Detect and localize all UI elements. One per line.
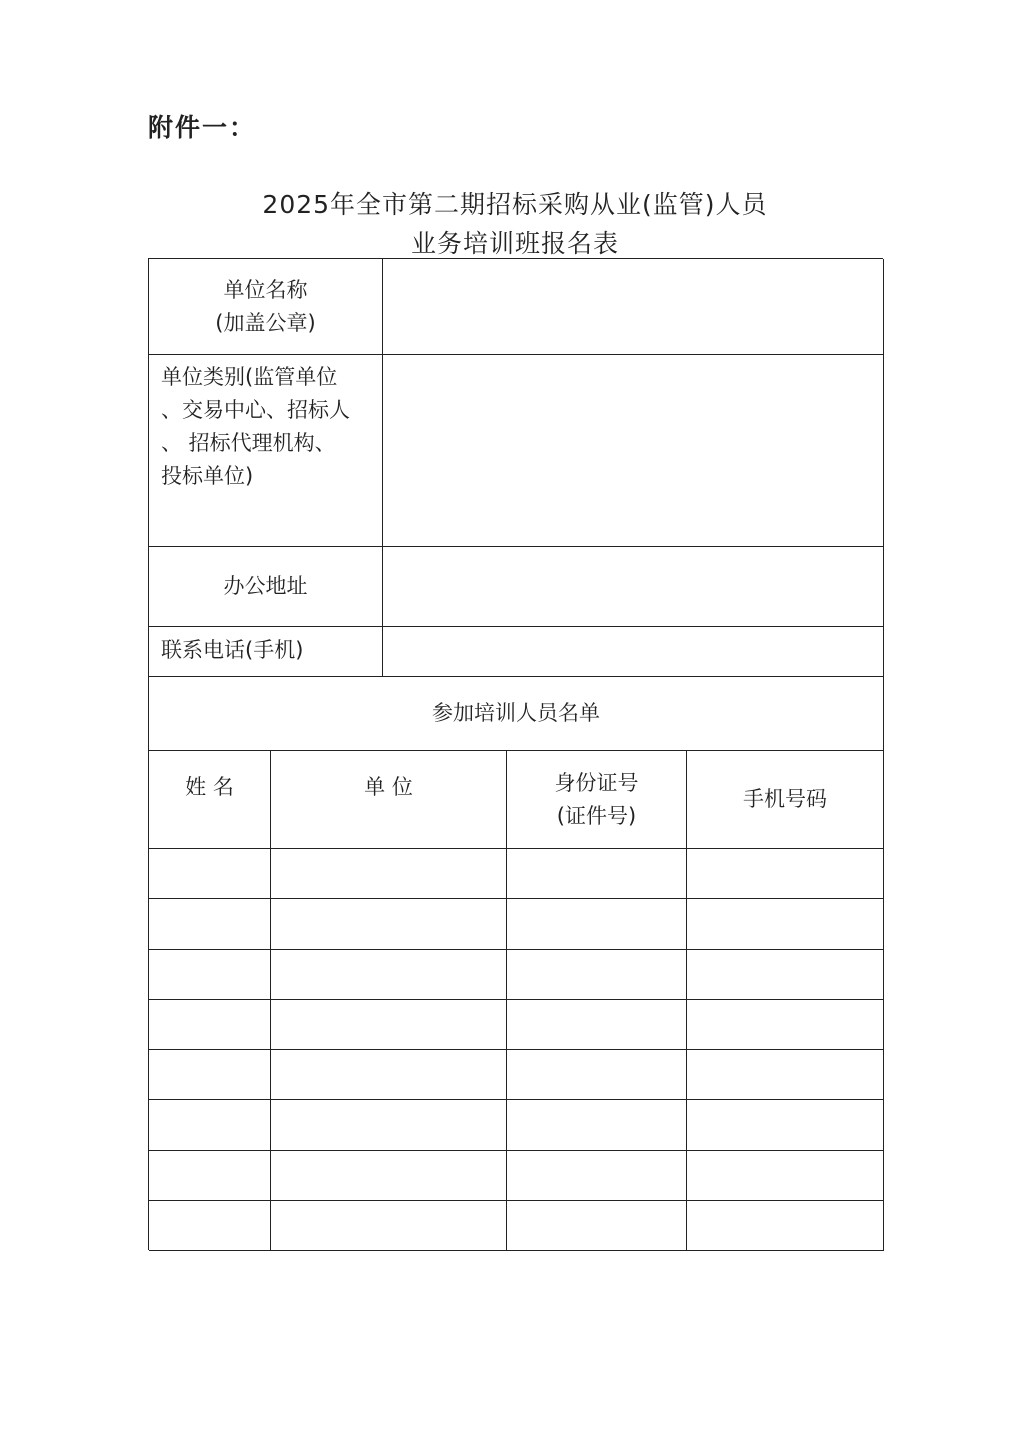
column-header-id-line2: (证件号) xyxy=(556,803,637,828)
contact-phone-label xyxy=(149,627,383,677)
participant-phone-cell[interactable] xyxy=(687,1050,884,1100)
unit-category-field[interactable] xyxy=(383,355,884,547)
participant-phone-cell[interactable] xyxy=(687,950,884,1000)
participant-name-cell[interactable] xyxy=(149,1000,271,1050)
column-header-id xyxy=(507,751,687,849)
unit-name-label-line2: (加盖公章) xyxy=(215,310,316,335)
participant-phone-cell[interactable] xyxy=(687,849,884,899)
participant-id-cell[interactable] xyxy=(507,1000,687,1050)
participants-section-text: 参加培训人员名单 xyxy=(432,701,600,725)
participant-id-cell[interactable] xyxy=(507,1201,687,1251)
unit-category-line2: 、交易中心、招标人 xyxy=(161,398,350,422)
participant-id-cell[interactable] xyxy=(507,950,687,1000)
participant-unit-cell[interactable] xyxy=(271,1050,507,1100)
participants-section-header xyxy=(149,677,884,751)
participant-unit-cell[interactable] xyxy=(271,950,507,1000)
participant-phone-cell[interactable] xyxy=(687,1151,884,1201)
office-address-text: 办公地址 xyxy=(223,574,308,598)
contact-phone-field[interactable] xyxy=(383,627,884,677)
participant-name-cell[interactable] xyxy=(149,899,271,949)
unit-name-label-line1: 单位名称 xyxy=(223,277,308,302)
participant-name-cell[interactable] xyxy=(149,1050,271,1100)
registration-form-table xyxy=(148,258,883,1250)
attachment-label: 附件一： xyxy=(148,113,257,142)
office-address-label xyxy=(149,547,383,627)
participant-phone-cell[interactable] xyxy=(687,1100,884,1150)
unit-category-line4: 投标单位) xyxy=(161,464,254,488)
participant-id-cell[interactable] xyxy=(507,1151,687,1201)
column-header-phone-text: 手机号码 xyxy=(743,787,827,811)
participant-name-cell[interactable] xyxy=(149,950,271,1000)
column-header-phone xyxy=(687,751,884,849)
participant-name-cell[interactable] xyxy=(149,849,271,899)
participant-id-cell[interactable] xyxy=(507,1050,687,1100)
unit-name-label xyxy=(149,259,383,355)
unit-category-label xyxy=(149,355,383,547)
form-title-line1: 2025年全市第二期招标采购从业(监管)人员 xyxy=(262,190,768,219)
form-title-line2: 业务培训班报名表 xyxy=(410,229,619,258)
unit-category-line1: 单位类别(监管单位 xyxy=(161,365,338,389)
participant-unit-cell[interactable] xyxy=(271,1100,507,1150)
participant-unit-cell[interactable] xyxy=(271,899,507,949)
participant-name-cell[interactable] xyxy=(149,1100,271,1150)
participant-id-cell[interactable] xyxy=(507,899,687,949)
column-header-unit xyxy=(271,751,507,849)
participant-unit-cell[interactable] xyxy=(271,1151,507,1201)
participant-phone-cell[interactable] xyxy=(687,1000,884,1050)
column-header-name xyxy=(149,751,271,849)
column-header-id-line1: 身份证号 xyxy=(554,770,639,795)
office-address-field[interactable] xyxy=(383,547,884,627)
participant-phone-cell[interactable] xyxy=(687,1201,884,1251)
unit-name-field[interactable] xyxy=(383,259,884,355)
participant-name-cell[interactable] xyxy=(149,1201,271,1251)
participant-unit-cell[interactable] xyxy=(271,1000,507,1050)
participant-unit-cell[interactable] xyxy=(271,1201,507,1251)
participant-name-cell[interactable] xyxy=(149,1151,271,1201)
participant-id-cell[interactable] xyxy=(507,849,687,899)
participant-phone-cell[interactable] xyxy=(687,899,884,949)
participant-id-cell[interactable] xyxy=(507,1100,687,1150)
contact-phone-text: 联系电话(手机) xyxy=(161,638,304,662)
column-header-unit-text: 单 位 xyxy=(364,775,413,799)
column-header-name-text: 姓 名 xyxy=(185,775,234,799)
unit-category-line3: 、 招标代理机构、 xyxy=(161,431,336,455)
participant-unit-cell[interactable] xyxy=(271,849,507,899)
